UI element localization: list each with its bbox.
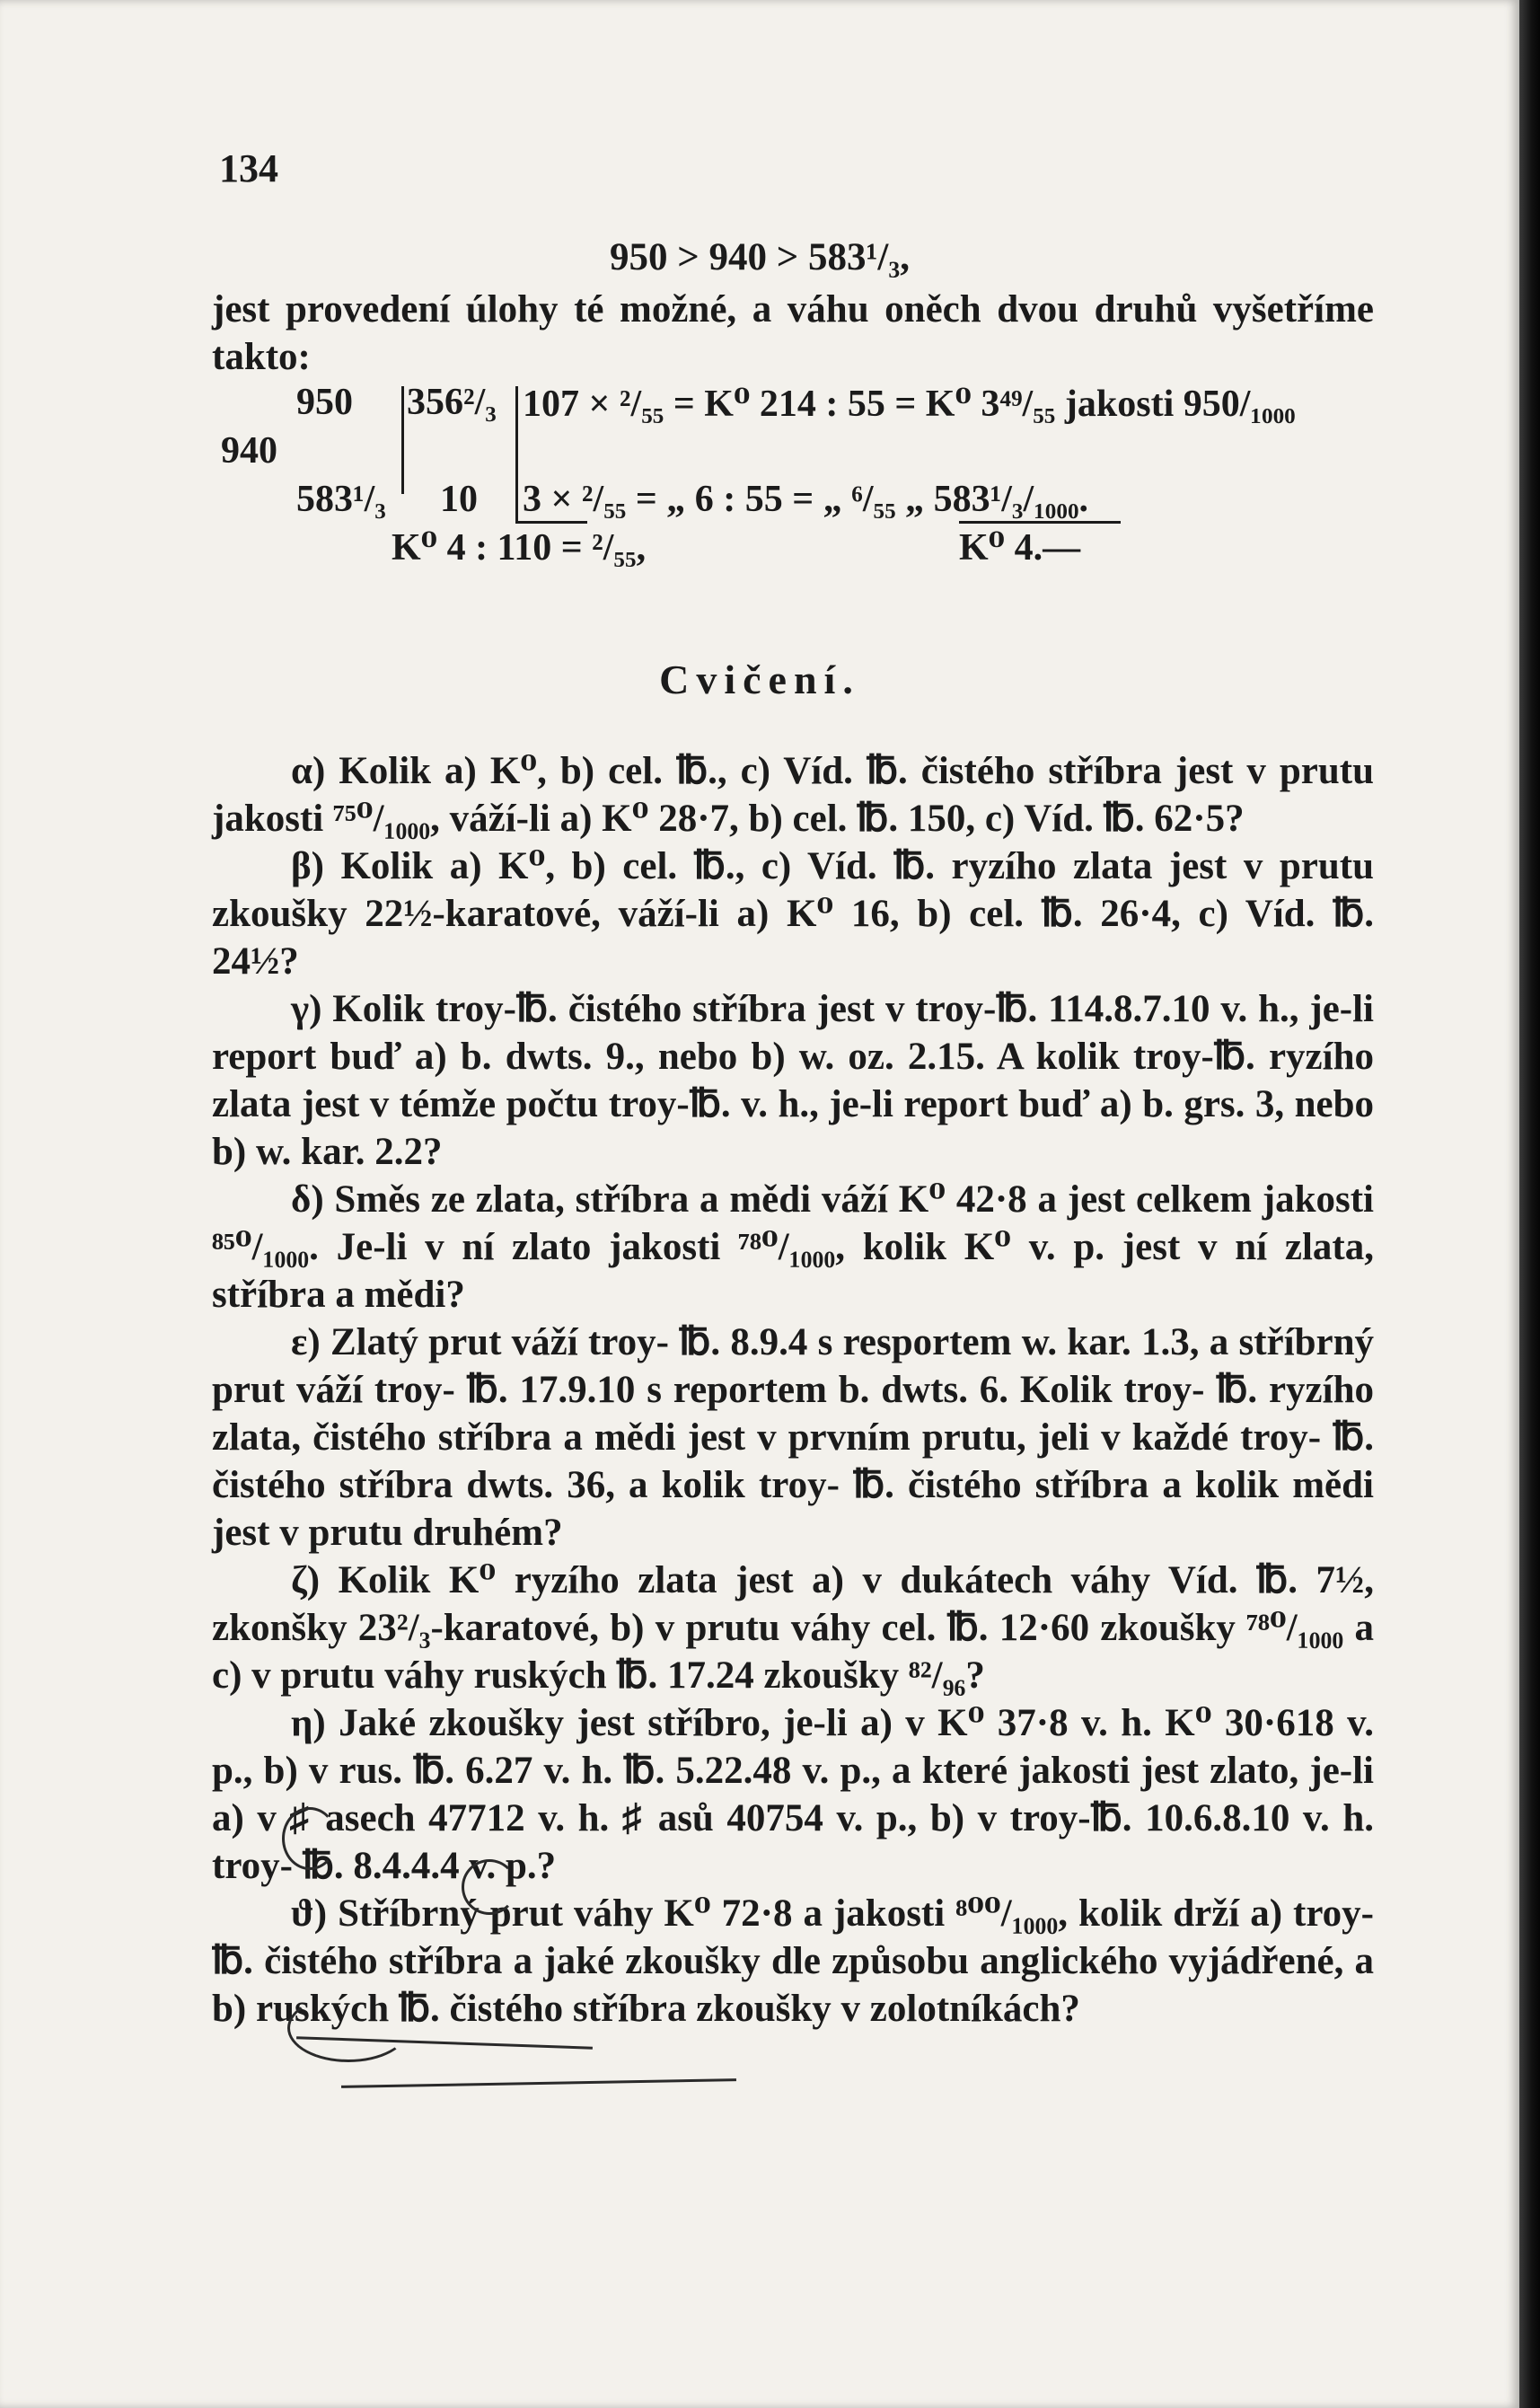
scheme-bracket-line (401, 386, 404, 494)
calc-row4-left: K⁰ 4 : 110 = ²/₅₅, (392, 527, 647, 569)
pen-mark-theta (287, 1994, 409, 2062)
section-heading: Cvičení. (659, 657, 860, 702)
intro-block (212, 286, 1374, 381)
calc-row1-c: 107 × ²/₅₅ = K⁰ 214 : 55 = K⁰ 3⁴⁹/₅₅ jakosti 950/₁₀₀₀ (523, 384, 1296, 425)
exercise-epsilon: ε) Zlatý prut váží troy- ℔. 8.9.4 s resportem w. kar. 1.3, a stříbrný prut váží troy- ℔. 17.9.10 s reportem b. dwts. 6. Kolik troy- ℔. ryzího zlata, čistého stříbra a mědi jest v prvním prutu, jeli v každé troy- ℔. čistého stříbra dwts. 36, a kolik troy- ℔. čistého stříbra a kolik mědi jest v prutu druhém? (212, 1321, 1374, 1554)
calc-row3-b: 10 (440, 479, 478, 520)
pen-mark-eta (282, 1807, 338, 1870)
exercise-eta: η) Jaké zkoušky jest stříbro, je-li a) v K⁰ 37·8 v. h. K⁰ 30·618 v. p., b) v rus. ℔. 6.27 v. h. ℔. 5.22.48 v. p., a které jakosti jest zlato, je-li a) v ♯ asech 47712 v. h. ♯ asů 40754 v. p., b) v troy-℔. 10.6.8.10 v. h. troy- ℔. 8.4.4.4 v. p.? (212, 1702, 1374, 1887)
scheme-underline-right (959, 521, 1121, 524)
calc-row3-c: 3 × ²/₅₅ = „ 6 : 55 = „ ⁶/₅₅ „ 583¹/₃/₁₀₀₀. (523, 479, 1089, 520)
intro-paragraph: jest provedení úlohy té možné, a váhu oněch dvou druhů vyšetříme takto: (212, 288, 1374, 378)
scheme-divider-line (515, 386, 518, 521)
exercise-gamma: γ) Kolik troy-℔. čistého stříbra jest v troy-℔. 114.8.7.10 v. h., je-li report buď a) b. dwts. 9., nebo b) w. oz. 2.15. A kolik troy-℔. ryzího zlata jest v témže počtu troy-℔. v. h., je-li report buď a) b. grs. 3, nebo b) w. kar. 2.2? (212, 988, 1374, 1173)
exercise-alpha: α) Kolik a) K⁰, b) cel. ℔., c) Víd. ℔. čistého stříbra jest v prutu jakosti ⁷⁵⁰/₁₀₀₀, váží-li a) K⁰ 28·7, b) cel. ℔. 150, c) Víd. ℔. 62·5? (212, 750, 1374, 840)
page-edge-shadow (1519, 0, 1540, 2408)
exercise-delta: δ) Směs ze zlata, stříbra a mědi váží K⁰ 42·8 a jest celkem jakosti ⁸⁵⁰/₁₀₀₀. Je-li v ní zlato jakosti ⁷⁸⁰/₁₀₀₀, kolik K⁰ v. p. jest v ní zlata, stříbra a mědi? (212, 1178, 1374, 1316)
exercises-block (212, 747, 1374, 2033)
exercise-theta: ϑ) Stříbrný prut váhy K⁰ 72·8 a jakosti ⁸⁰⁰/₁₀₀₀, kolik drží a) troy-℔. čistého stříbra a jaké zkoušky dle způsobu anglického vyjádřené, a b) ruských ℔. čistého stříbra zkoušky v zolotníkách? (212, 1892, 1374, 2030)
calc-row1-b: 356²/₃ (407, 382, 497, 423)
exercise-zeta: ζ) Kolik K⁰ ryzího zlata jest a) v dukátech váhy Víd. ℔. 7½, zkonšky 23²/₃-karatové, b) v prutu váhy cel. ℔. 12·60 zkoušky ⁷⁸⁰/₁₀₀₀ a c) v prutu váhy ruských ℔. 17.24 zkoušky ⁸²/₉₆? (212, 1559, 1374, 1697)
calc-row3-a: 583¹/₃ (296, 479, 386, 520)
scheme-underline-left (515, 521, 587, 524)
calc-row2-a: 940 (221, 430, 277, 472)
pen-mark-b (462, 1859, 517, 1915)
calc-row4-right: K⁰ 4.— (959, 527, 1081, 569)
page-number: 134 (219, 146, 278, 190)
calc-row1-a: 950 (296, 382, 353, 423)
exercise-beta: β) Kolik a) K⁰, b) cel. ℔., c) Víd. ℔. ryzího zlata jest v prutu zkoušky 22½-karatové, váží-li a) K⁰ 16, b) cel. ℔. 26·4, c) Víd. ℔. 24½? (212, 845, 1374, 983)
pen-strike-theta (341, 2078, 736, 2088)
inequality-line: 950 > 940 > 583¹/₃, (610, 236, 910, 278)
